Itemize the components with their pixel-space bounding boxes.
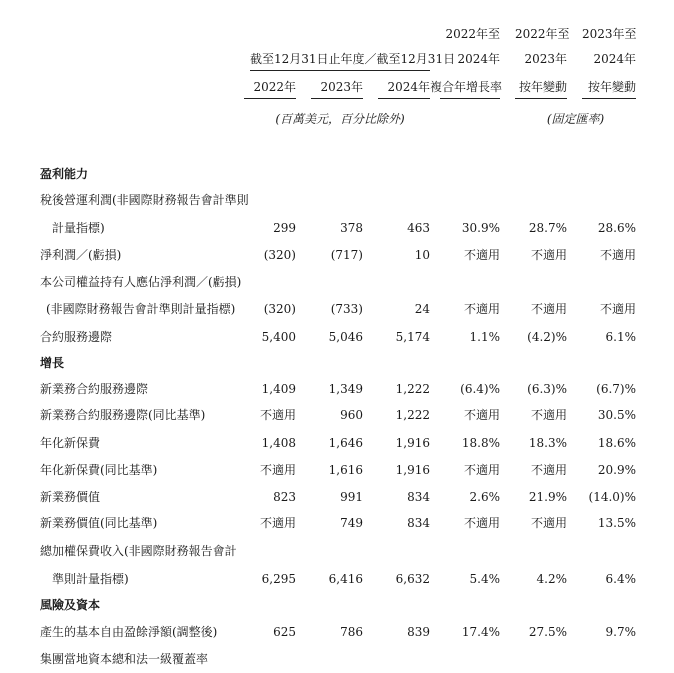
cell-yoy2: (6.7)% bbox=[596, 382, 636, 396]
header-rule-period bbox=[250, 70, 430, 71]
cell-2022: 299 bbox=[273, 221, 296, 235]
cell-yoy2: 6.4% bbox=[605, 572, 636, 586]
cell-yoy1: (4.2)% bbox=[527, 330, 567, 344]
yoy2-header-line1: 2023年至 bbox=[582, 27, 637, 41]
cell-yoy2: 不適用 bbox=[599, 302, 636, 316]
cell-2022: 不適用 bbox=[259, 408, 296, 422]
yoy1-header-line3: 按年變動 bbox=[518, 80, 567, 94]
cell-cagr: 1.1% bbox=[469, 330, 500, 344]
cell-cagr: 不適用 bbox=[463, 463, 500, 477]
row-label: 新業務價值(同比基準) bbox=[40, 516, 158, 530]
cell-yoy1: 不適用 bbox=[530, 408, 567, 422]
cell-yoy1: (6.3)% bbox=[527, 382, 567, 396]
row-label: 總加權保費收入(非國際財務報告會計 bbox=[40, 544, 237, 558]
cell-2023: 991 bbox=[340, 490, 363, 504]
cell-yoy2: 6.1% bbox=[605, 330, 636, 344]
cell-2023: 1,349 bbox=[328, 382, 363, 396]
cell-2023: 378 bbox=[340, 221, 363, 235]
yoy2-header-line3: 按年變動 bbox=[587, 80, 636, 94]
cell-2023: 5,046 bbox=[328, 330, 363, 344]
yoy2-header-line2: 2024年 bbox=[593, 52, 636, 66]
cell-2024: 1,222 bbox=[395, 408, 430, 422]
row-label: 產生的基本自由盈餘淨額(調整後) bbox=[40, 625, 218, 639]
row-label: 淨利潤／(虧損) bbox=[40, 248, 122, 262]
year-header-2023: 2023年 bbox=[320, 80, 363, 94]
row-label: 年化新保費(同比基準) bbox=[40, 463, 158, 477]
cell-2024: 834 bbox=[407, 516, 430, 530]
cell-2022: 6,295 bbox=[261, 572, 296, 586]
yoy1-header-line2: 2023年 bbox=[524, 52, 567, 66]
cell-cagr: 30.9% bbox=[461, 221, 500, 235]
cell-2023: (733) bbox=[330, 302, 363, 316]
cell-yoy2: 9.7% bbox=[605, 625, 636, 639]
row-label: 集團當地資本總和法一級覆蓋率 bbox=[40, 652, 209, 666]
cell-yoy1: 18.3% bbox=[528, 436, 567, 450]
cell-cagr: (6.4)% bbox=[460, 382, 500, 396]
row-label-cont: 準則計量指標) bbox=[52, 572, 129, 586]
cell-yoy2: 13.5% bbox=[597, 516, 636, 530]
cell-2023: (717) bbox=[330, 248, 363, 262]
row-label: 新業務價值 bbox=[40, 490, 101, 504]
cell-cagr: 不適用 bbox=[463, 408, 500, 422]
cell-2024: 463 bbox=[407, 221, 430, 235]
cell-2024: 834 bbox=[407, 490, 430, 504]
fx-note: (固定匯率) bbox=[546, 112, 605, 126]
cell-2022: (320) bbox=[263, 248, 296, 262]
cell-2022: 1,408 bbox=[261, 436, 296, 450]
cell-yoy1: 21.9% bbox=[528, 490, 567, 504]
row-label: 稅後營運利潤(非國際財務報告會計準則 bbox=[40, 193, 249, 207]
cell-2023: 6,416 bbox=[328, 572, 363, 586]
cell-2024: 839 bbox=[407, 625, 430, 639]
cell-yoy1: 不適用 bbox=[530, 248, 567, 262]
cell-cagr: 18.8% bbox=[461, 436, 500, 450]
header-rule-yoy1 bbox=[515, 98, 567, 99]
cell-cagr: 不適用 bbox=[463, 516, 500, 530]
cell-cagr: 不適用 bbox=[463, 302, 500, 316]
cell-yoy2: 28.6% bbox=[597, 221, 636, 235]
cell-2023: 1,616 bbox=[328, 463, 363, 477]
cell-yoy1: 4.2% bbox=[536, 572, 567, 586]
header-rule-2024 bbox=[378, 98, 430, 99]
cell-2022: 5,400 bbox=[261, 330, 296, 344]
yoy1-header-line1: 2022年至 bbox=[515, 27, 570, 41]
cell-2022: 823 bbox=[273, 490, 296, 504]
cell-2023: 960 bbox=[340, 408, 363, 422]
cell-yoy1: 不適用 bbox=[530, 463, 567, 477]
section-risk-capital: 風險及資本 bbox=[40, 598, 101, 612]
cell-cagr: 17.4% bbox=[461, 625, 500, 639]
cell-2024: 1,916 bbox=[395, 463, 430, 477]
cell-yoy2: 20.9% bbox=[597, 463, 636, 477]
period-group-label: 截至12月31日止年度／截至12月31日 bbox=[250, 52, 456, 66]
cell-cagr: 不適用 bbox=[463, 248, 500, 262]
cell-yoy1: 27.5% bbox=[528, 625, 567, 639]
unit-note: (百萬美元，百分比除外) bbox=[275, 112, 405, 126]
cell-yoy2: 30.5% bbox=[597, 408, 636, 422]
cell-2023: 1,646 bbox=[328, 436, 363, 450]
cell-yoy2: (14.0)% bbox=[588, 490, 636, 504]
cagr-header-line1: 2022年至 bbox=[445, 27, 500, 41]
row-label: 本公司權益持有人應佔淨利潤／(虧損) bbox=[40, 275, 242, 289]
cell-cagr: 2.6% bbox=[469, 490, 500, 504]
cell-2022: 1,409 bbox=[261, 382, 296, 396]
cell-yoy1: 28.7% bbox=[528, 221, 567, 235]
header-rule-yoy2 bbox=[582, 98, 636, 99]
cell-2023: 786 bbox=[340, 625, 363, 639]
row-label: 合約服務邊際 bbox=[40, 330, 113, 344]
header-rule-cagr bbox=[440, 98, 500, 99]
cell-2022: (320) bbox=[263, 302, 296, 316]
row-label: 新業務合約服務邊際(同比基準) bbox=[40, 408, 206, 422]
row-label-cont: (非國際財務報告會計準則計量指標) bbox=[46, 302, 236, 316]
cell-2024: 5,174 bbox=[395, 330, 430, 344]
cell-yoy2: 18.6% bbox=[597, 436, 636, 450]
section-growth: 增長 bbox=[40, 356, 65, 370]
year-header-2022: 2022年 bbox=[253, 80, 296, 94]
cell-2024: 10 bbox=[414, 248, 430, 262]
cell-2023: 749 bbox=[340, 516, 363, 530]
cell-2022: 不適用 bbox=[259, 463, 296, 477]
cell-2024: 1,916 bbox=[395, 436, 430, 450]
row-label: 年化新保費 bbox=[40, 436, 101, 450]
header-rule-2022 bbox=[244, 98, 296, 99]
cell-2024: 1,222 bbox=[395, 382, 430, 396]
cell-yoy2: 不適用 bbox=[599, 248, 636, 262]
cell-2022: 625 bbox=[273, 625, 296, 639]
year-header-2024: 2024年 bbox=[387, 80, 430, 94]
cell-2024: 6,632 bbox=[395, 572, 430, 586]
cagr-header-line2: 2024年 bbox=[457, 52, 500, 66]
cell-2024: 24 bbox=[414, 302, 430, 316]
header-rule-2023 bbox=[311, 98, 363, 99]
cell-yoy1: 不適用 bbox=[530, 516, 567, 530]
section-profitability: 盈利能力 bbox=[40, 167, 89, 181]
cell-yoy1: 不適用 bbox=[530, 302, 567, 316]
cell-cagr: 5.4% bbox=[469, 572, 500, 586]
cagr-header-line3: 複合年增長率 bbox=[430, 80, 503, 94]
cell-2022: 不適用 bbox=[259, 516, 296, 530]
row-label-cont: 計量指標) bbox=[52, 221, 105, 235]
row-label: 新業務合約服務邊際 bbox=[40, 382, 149, 396]
